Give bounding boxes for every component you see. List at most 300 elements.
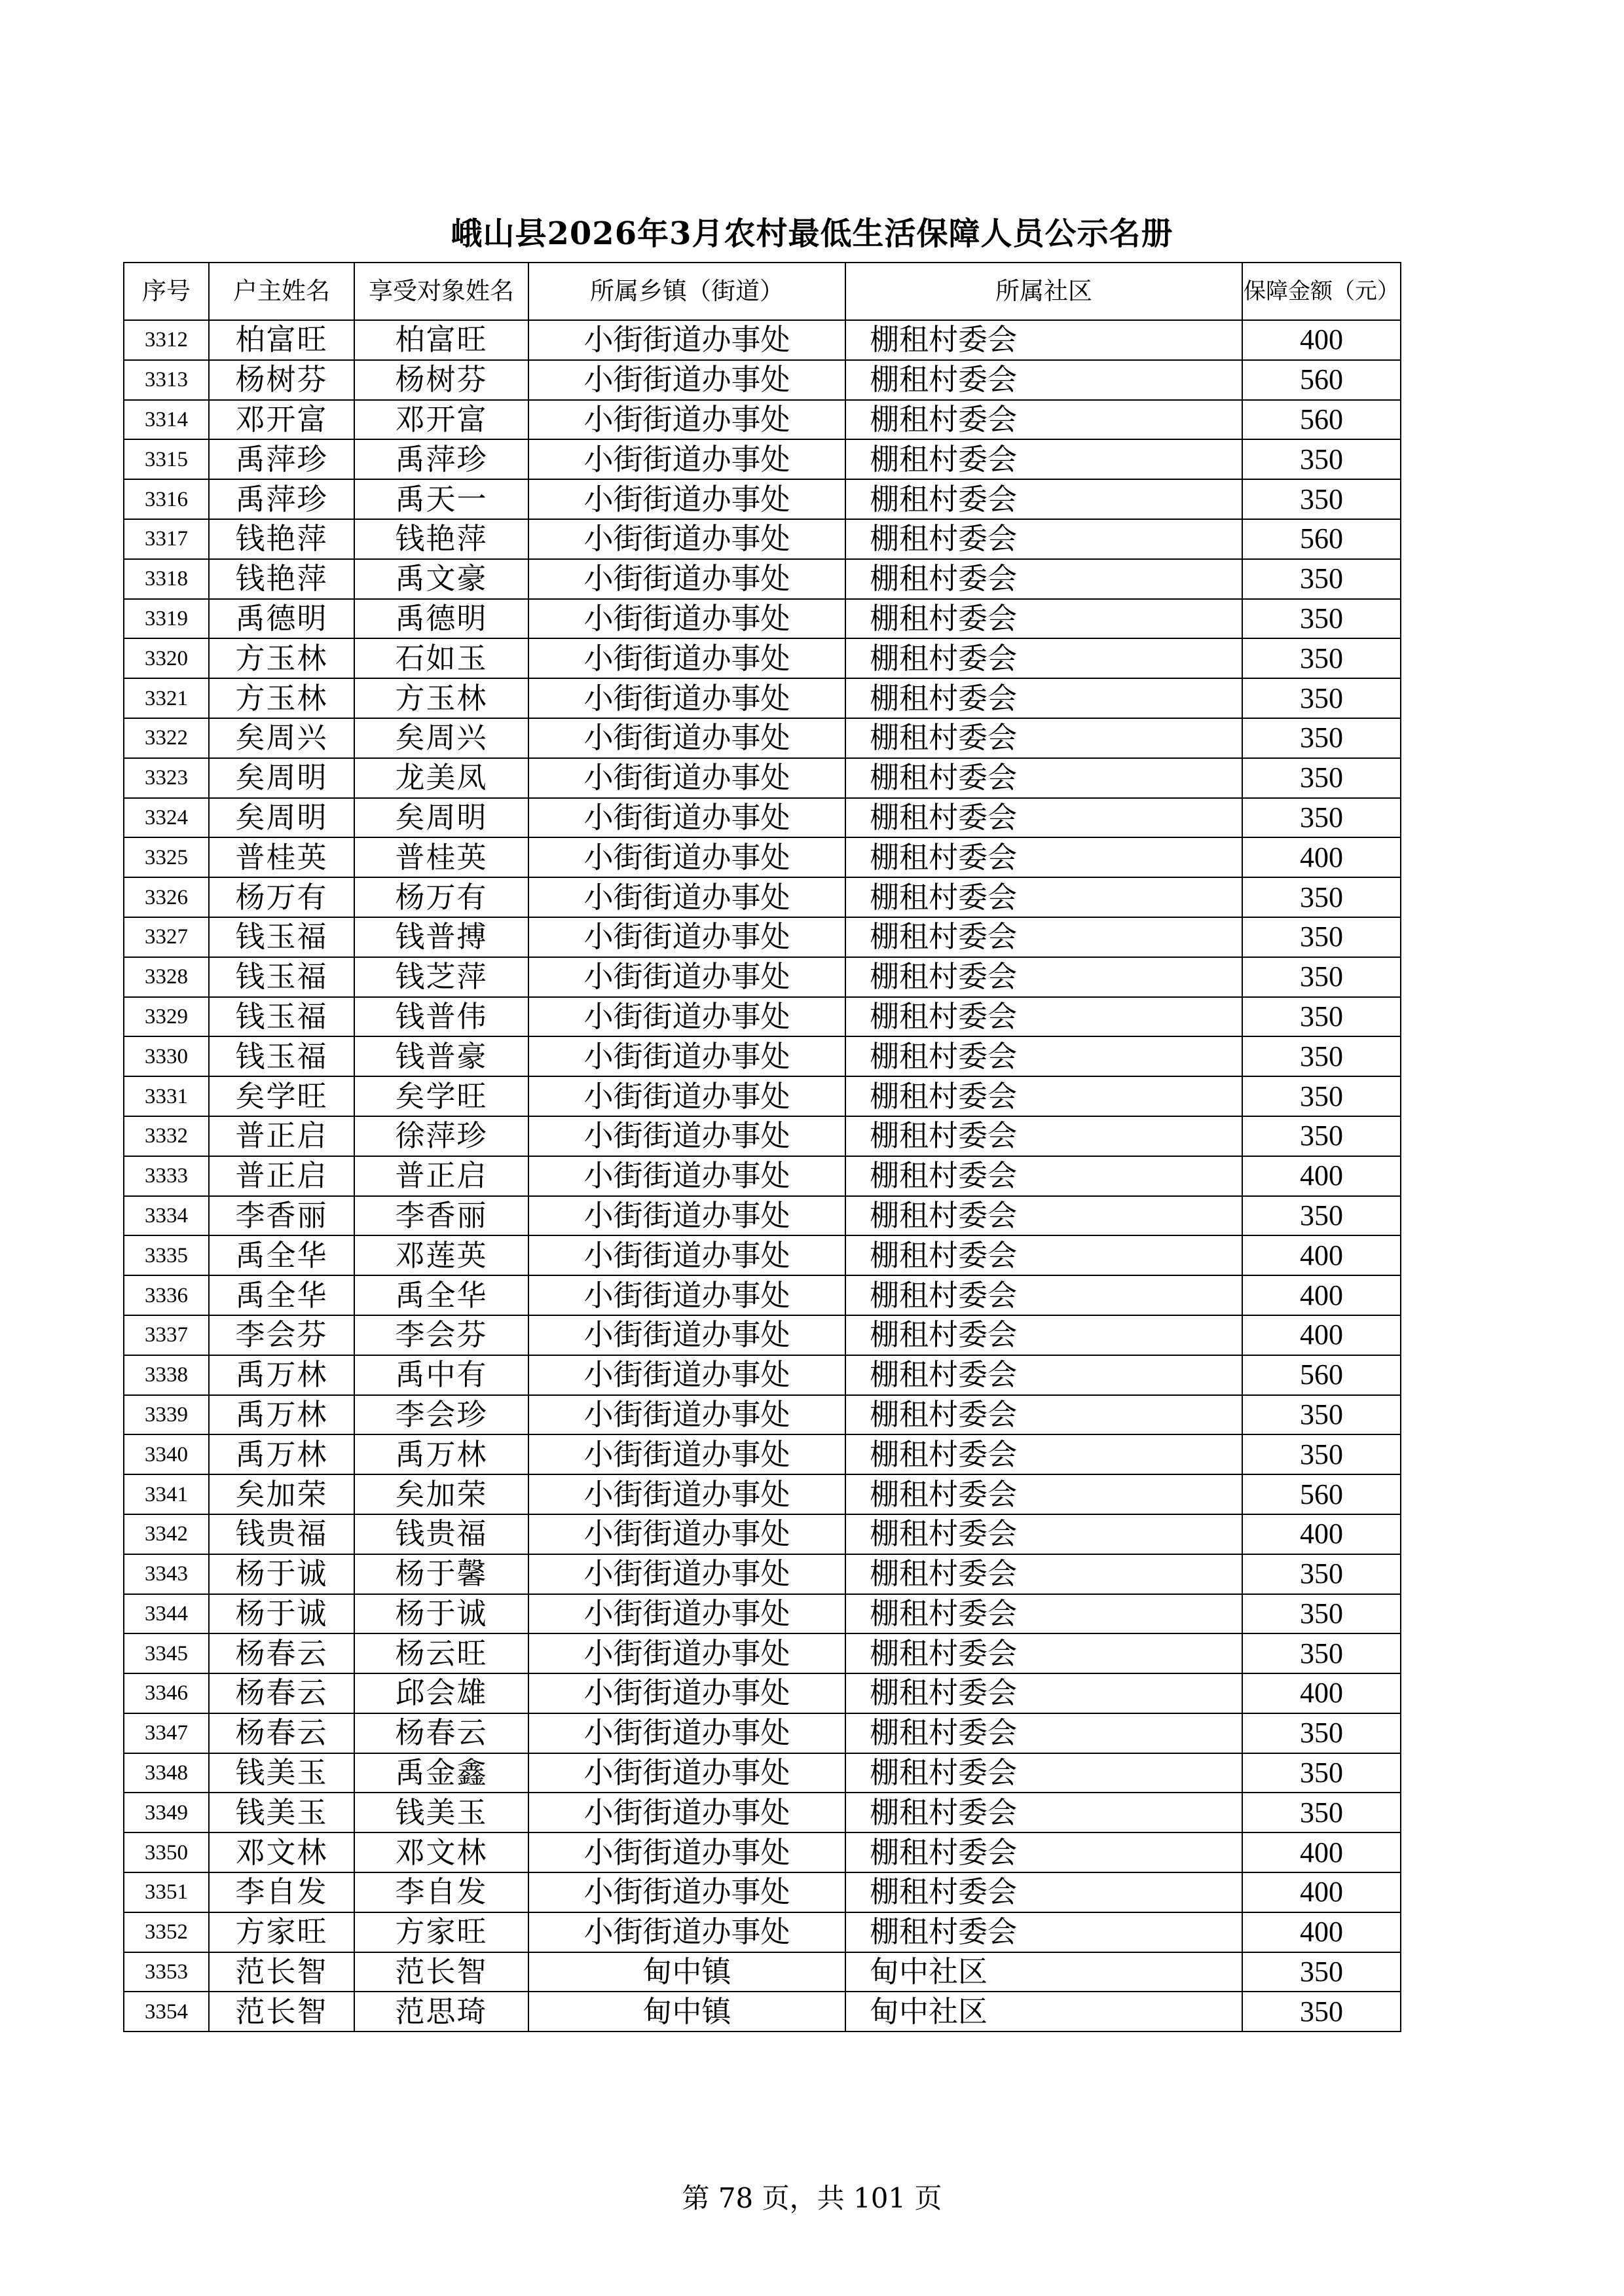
table-row [124, 1992, 1401, 2032]
cell-seq: 3327 [124, 917, 209, 957]
cell-town: 小街街道办事处 [528, 758, 845, 798]
table-row [124, 638, 1401, 678]
cell-amount: 400 [1242, 1156, 1401, 1196]
cell-amount: 350 [1242, 1434, 1401, 1474]
cell-town: 小街街道办事处 [528, 1235, 845, 1275]
cell-beneficiary: 方家旺 [354, 1912, 528, 1952]
cell-household-head: 禹萍珍 [209, 439, 354, 479]
cell-community: 棚租村委会 [845, 1156, 1242, 1196]
cell-amount: 400 [1242, 1235, 1401, 1275]
cell-amount: 350 [1242, 439, 1401, 479]
cell-community: 棚租村委会 [845, 1196, 1242, 1236]
cell-household-head: 钱贵福 [209, 1514, 354, 1554]
cell-town: 小街街道办事处 [528, 1713, 845, 1753]
cell-community: 棚租村委会 [845, 559, 1242, 599]
table-row [124, 1235, 1401, 1275]
cell-amount: 560 [1242, 400, 1401, 440]
cell-community: 棚租村委会 [845, 320, 1242, 360]
cell-amount: 350 [1242, 1196, 1401, 1236]
cell-beneficiary: 邓莲英 [354, 1235, 528, 1275]
cell-community: 棚租村委会 [845, 997, 1242, 1037]
cell-household-head: 钱玉福 [209, 1036, 354, 1076]
cell-beneficiary: 邱会雄 [354, 1673, 528, 1713]
cell-beneficiary: 杨树芬 [354, 360, 528, 400]
cell-community: 棚租村委会 [845, 718, 1242, 758]
cell-community: 棚租村委会 [845, 1793, 1242, 1832]
cell-community: 棚租村委会 [845, 1872, 1242, 1912]
table-row [124, 1713, 1401, 1753]
cell-seq: 3331 [124, 1076, 209, 1116]
cell-community: 棚租村委会 [845, 360, 1242, 400]
cell-beneficiary: 禹中有 [354, 1355, 528, 1395]
table-body [124, 320, 1401, 2032]
cell-amount: 400 [1242, 1912, 1401, 1952]
cell-household-head: 禹萍珍 [209, 479, 354, 519]
cell-seq: 3323 [124, 758, 209, 798]
cell-beneficiary: 钱普豪 [354, 1036, 528, 1076]
table-row [124, 559, 1401, 599]
cell-beneficiary: 方玉林 [354, 678, 528, 718]
table-row [124, 1355, 1401, 1395]
cell-household-head: 禹全华 [209, 1235, 354, 1275]
cell-beneficiary: 龙美凤 [354, 758, 528, 798]
cell-beneficiary: 矣加荣 [354, 1474, 528, 1514]
cell-seq: 3321 [124, 678, 209, 718]
cell-community: 棚租村委会 [845, 519, 1242, 559]
cell-beneficiary: 李自发 [354, 1872, 528, 1912]
cell-community: 棚租村委会 [845, 638, 1242, 678]
cell-household-head: 普正启 [209, 1156, 354, 1196]
cell-community: 棚租村委会 [845, 678, 1242, 718]
cell-seq: 3313 [124, 360, 209, 400]
page-title: 峨山县2026年3月农村最低生活保障人员公示名册 [451, 215, 1173, 252]
cell-community: 棚租村委会 [845, 439, 1242, 479]
cell-household-head: 杨万有 [209, 877, 354, 917]
cell-amount: 350 [1242, 479, 1401, 519]
cell-household-head: 杨树芬 [209, 360, 354, 400]
cell-community: 棚租村委会 [845, 1673, 1242, 1713]
table-row [124, 1872, 1401, 1912]
cell-town: 小街街道办事处 [528, 997, 845, 1037]
cell-seq: 3318 [124, 559, 209, 599]
table-row [124, 1474, 1401, 1514]
cell-seq: 3334 [124, 1196, 209, 1236]
cell-amount: 350 [1242, 1992, 1401, 2032]
cell-town: 小街街道办事处 [528, 1872, 845, 1912]
cell-community: 棚租村委会 [845, 400, 1242, 440]
table-header-row [124, 263, 1401, 320]
cell-community: 棚租村委会 [845, 798, 1242, 838]
cell-beneficiary: 禹萍珍 [354, 439, 528, 479]
cell-household-head: 禹万林 [209, 1355, 354, 1395]
cell-amount: 350 [1242, 1076, 1401, 1116]
cell-seq: 3354 [124, 1992, 209, 2032]
cell-beneficiary: 邓文林 [354, 1832, 528, 1872]
cell-household-head: 矣学旺 [209, 1076, 354, 1116]
cell-seq: 3335 [124, 1235, 209, 1275]
cell-amount: 350 [1242, 638, 1401, 678]
cell-seq: 3337 [124, 1315, 209, 1355]
cell-seq: 3351 [124, 1872, 209, 1912]
cell-community: 棚租村委会 [845, 1315, 1242, 1355]
cell-seq: 3342 [124, 1514, 209, 1554]
cell-town: 小街街道办事处 [528, 1594, 845, 1634]
cell-beneficiary: 邓开富 [354, 400, 528, 440]
table-row [124, 837, 1401, 877]
table-row [124, 1076, 1401, 1116]
cell-seq: 3349 [124, 1793, 209, 1832]
table-row [124, 718, 1401, 758]
cell-town: 小街街道办事处 [528, 1116, 845, 1156]
cell-town: 小街街道办事处 [528, 1474, 845, 1514]
cell-community: 棚租村委会 [845, 1076, 1242, 1116]
cell-household-head: 邓文林 [209, 1832, 354, 1872]
header-amount: 保障金额（元） [1242, 263, 1401, 320]
cell-community: 棚租村委会 [845, 1633, 1242, 1673]
cell-seq: 3324 [124, 798, 209, 838]
table-row [124, 519, 1401, 559]
table-row [124, 1912, 1401, 1952]
table-row [124, 1793, 1401, 1832]
cell-beneficiary: 钱美玉 [354, 1793, 528, 1832]
cell-town: 小街街道办事处 [528, 1196, 845, 1236]
table-row [124, 400, 1401, 440]
cell-beneficiary: 禹全华 [354, 1275, 528, 1315]
cell-beneficiary: 李香丽 [354, 1196, 528, 1236]
cell-town: 小街街道办事处 [528, 519, 845, 559]
cell-beneficiary: 石如玉 [354, 638, 528, 678]
cell-community: 棚租村委会 [845, 917, 1242, 957]
header-seq: 序号 [124, 263, 209, 320]
cell-household-head: 矣周明 [209, 758, 354, 798]
table-row [124, 1832, 1401, 1872]
cell-amount: 350 [1242, 877, 1401, 917]
table-row [124, 320, 1401, 360]
cell-beneficiary: 范长智 [354, 1952, 528, 1992]
cell-community: 棚租村委会 [845, 1832, 1242, 1872]
cell-town: 小街街道办事处 [528, 1355, 845, 1395]
cell-household-head: 李自发 [209, 1872, 354, 1912]
cell-beneficiary: 钱艳萍 [354, 519, 528, 559]
table-row [124, 1116, 1401, 1156]
cell-household-head: 杨春云 [209, 1713, 354, 1753]
cell-seq: 3336 [124, 1275, 209, 1315]
cell-seq: 3326 [124, 877, 209, 917]
cell-town: 小街街道办事处 [528, 479, 845, 519]
cell-community: 甸中社区 [845, 1992, 1242, 2032]
cell-beneficiary: 钱芝萍 [354, 957, 528, 997]
cell-town: 小街街道办事处 [528, 1514, 845, 1554]
cell-household-head: 普正启 [209, 1116, 354, 1156]
table-row [124, 1753, 1401, 1793]
table-row [124, 678, 1401, 718]
cell-town: 小街街道办事处 [528, 360, 845, 400]
cell-community: 棚租村委会 [845, 1434, 1242, 1474]
roster-table [123, 262, 1401, 2032]
table-row [124, 957, 1401, 997]
table-row [124, 997, 1401, 1037]
cell-community: 棚租村委会 [845, 1355, 1242, 1395]
cell-seq: 3344 [124, 1594, 209, 1634]
cell-seq: 3330 [124, 1036, 209, 1076]
cell-beneficiary: 杨于诚 [354, 1594, 528, 1634]
cell-seq: 3346 [124, 1673, 209, 1713]
table-row [124, 1594, 1401, 1634]
cell-amount: 350 [1242, 1793, 1401, 1832]
cell-amount: 350 [1242, 798, 1401, 838]
header-community: 所属社区 [845, 263, 1242, 320]
header-beneficiary: 享受对象姓名 [354, 263, 528, 320]
cell-town: 甸中镇 [528, 1992, 845, 2032]
cell-household-head: 范长智 [209, 1992, 354, 2032]
cell-town: 小街街道办事处 [528, 1395, 845, 1435]
cell-community: 棚租村委会 [845, 758, 1242, 798]
cell-household-head: 方玉林 [209, 678, 354, 718]
cell-household-head: 钱艳萍 [209, 559, 354, 599]
cell-town: 小街街道办事处 [528, 559, 845, 599]
cell-household-head: 禹德明 [209, 599, 354, 639]
cell-town: 小街街道办事处 [528, 798, 845, 838]
header-household-head: 户主姓名 [209, 263, 354, 320]
cell-beneficiary: 禹天一 [354, 479, 528, 519]
cell-household-head: 杨于诚 [209, 1554, 354, 1594]
cell-amount: 560 [1242, 519, 1401, 559]
cell-amount: 350 [1242, 1713, 1401, 1753]
cell-town: 小街街道办事处 [528, 1156, 845, 1196]
cell-seq: 3325 [124, 837, 209, 877]
cell-amount: 400 [1242, 1673, 1401, 1713]
cell-community: 棚租村委会 [845, 1395, 1242, 1435]
table-row [124, 1036, 1401, 1076]
cell-seq: 3319 [124, 599, 209, 639]
cell-town: 小街街道办事处 [528, 1036, 845, 1076]
cell-community: 棚租村委会 [845, 599, 1242, 639]
cell-town: 小街街道办事处 [528, 1832, 845, 1872]
cell-seq: 3329 [124, 997, 209, 1037]
table-row [124, 758, 1401, 798]
cell-town: 小街街道办事处 [528, 1673, 845, 1713]
cell-amount: 350 [1242, 1036, 1401, 1076]
table-row [124, 599, 1401, 639]
cell-town: 小街街道办事处 [528, 1753, 845, 1793]
cell-amount: 350 [1242, 957, 1401, 997]
cell-amount: 350 [1242, 1116, 1401, 1156]
cell-household-head: 矣周明 [209, 798, 354, 838]
table-row [124, 360, 1401, 400]
table-row [124, 1514, 1401, 1554]
cell-town: 小街街道办事处 [528, 1633, 845, 1673]
cell-household-head: 邓开富 [209, 400, 354, 440]
cell-seq: 3315 [124, 439, 209, 479]
cell-amount: 350 [1242, 1395, 1401, 1435]
cell-seq: 3341 [124, 1474, 209, 1514]
cell-beneficiary: 矣周明 [354, 798, 528, 838]
table-row [124, 1673, 1401, 1713]
cell-seq: 3353 [124, 1952, 209, 1992]
table-row [124, 1196, 1401, 1236]
cell-household-head: 杨于诚 [209, 1594, 354, 1634]
cell-town: 小街街道办事处 [528, 638, 845, 678]
cell-seq: 3347 [124, 1713, 209, 1753]
cell-household-head: 范长智 [209, 1952, 354, 1992]
cell-amount: 350 [1242, 1554, 1401, 1594]
cell-community: 棚租村委会 [845, 1235, 1242, 1275]
cell-household-head: 李会芬 [209, 1315, 354, 1355]
cell-household-head: 李香丽 [209, 1196, 354, 1236]
cell-seq: 3316 [124, 479, 209, 519]
cell-beneficiary: 钱普伟 [354, 997, 528, 1037]
cell-community: 棚租村委会 [845, 837, 1242, 877]
cell-beneficiary: 普桂英 [354, 837, 528, 877]
cell-town: 小街街道办事处 [528, 1554, 845, 1594]
table-row [124, 877, 1401, 917]
cell-seq: 3348 [124, 1753, 209, 1793]
cell-amount: 350 [1242, 1633, 1401, 1673]
cell-seq: 3343 [124, 1554, 209, 1594]
cell-town: 小街街道办事处 [528, 957, 845, 997]
cell-seq: 3350 [124, 1832, 209, 1872]
cell-beneficiary: 李会芬 [354, 1315, 528, 1355]
cell-town: 小街街道办事处 [528, 400, 845, 440]
cell-community: 棚租村委会 [845, 1116, 1242, 1156]
cell-beneficiary: 禹万林 [354, 1434, 528, 1474]
table-row [124, 1395, 1401, 1435]
cell-town: 小街街道办事处 [528, 917, 845, 957]
cell-household-head: 杨春云 [209, 1633, 354, 1673]
cell-community: 棚租村委会 [845, 1753, 1242, 1793]
cell-amount: 560 [1242, 1474, 1401, 1514]
cell-seq: 3339 [124, 1395, 209, 1435]
cell-beneficiary: 矣学旺 [354, 1076, 528, 1116]
cell-seq: 3320 [124, 638, 209, 678]
cell-beneficiary: 钱贵福 [354, 1514, 528, 1554]
cell-amount: 350 [1242, 599, 1401, 639]
table-row [124, 1434, 1401, 1474]
cell-seq: 3312 [124, 320, 209, 360]
cell-community: 棚租村委会 [845, 957, 1242, 997]
cell-household-head: 普桂英 [209, 837, 354, 877]
cell-amount: 350 [1242, 758, 1401, 798]
cell-household-head: 禹万林 [209, 1395, 354, 1435]
cell-amount: 350 [1242, 718, 1401, 758]
cell-beneficiary: 禹文豪 [354, 559, 528, 599]
table-row [124, 479, 1401, 519]
cell-amount: 400 [1242, 1315, 1401, 1355]
cell-town: 小街街道办事处 [528, 1912, 845, 1952]
cell-amount: 350 [1242, 678, 1401, 718]
table-row [124, 1633, 1401, 1673]
cell-seq: 3328 [124, 957, 209, 997]
cell-beneficiary: 杨春云 [354, 1713, 528, 1753]
cell-amount: 560 [1242, 360, 1401, 400]
cell-seq: 3322 [124, 718, 209, 758]
cell-community: 棚租村委会 [845, 1275, 1242, 1315]
cell-amount: 350 [1242, 1594, 1401, 1634]
table-row [124, 1554, 1401, 1594]
header-town: 所属乡镇（街道） [528, 263, 845, 320]
cell-amount: 400 [1242, 320, 1401, 360]
cell-community: 棚租村委会 [845, 1594, 1242, 1634]
cell-beneficiary: 钱普搏 [354, 917, 528, 957]
cell-household-head: 柏富旺 [209, 320, 354, 360]
cell-household-head: 矣周兴 [209, 718, 354, 758]
cell-community: 棚租村委会 [845, 479, 1242, 519]
cell-community: 棚租村委会 [845, 1713, 1242, 1753]
cell-amount: 350 [1242, 559, 1401, 599]
cell-beneficiary: 禹金鑫 [354, 1753, 528, 1793]
cell-town: 小街街道办事处 [528, 320, 845, 360]
cell-household-head: 禹万林 [209, 1434, 354, 1474]
cell-community: 甸中社区 [845, 1952, 1242, 1992]
cell-town: 小街街道办事处 [528, 439, 845, 479]
cell-household-head: 方家旺 [209, 1912, 354, 1952]
cell-amount: 400 [1242, 1514, 1401, 1554]
cell-seq: 3340 [124, 1434, 209, 1474]
cell-town: 小街街道办事处 [528, 1315, 845, 1355]
table-row [124, 917, 1401, 957]
cell-seq: 3317 [124, 519, 209, 559]
cell-amount: 400 [1242, 1275, 1401, 1315]
cell-household-head: 杨春云 [209, 1673, 354, 1713]
cell-amount: 350 [1242, 997, 1401, 1037]
table-row [124, 439, 1401, 479]
table-row [124, 1952, 1401, 1992]
table-row [124, 1156, 1401, 1196]
cell-beneficiary: 李会珍 [354, 1395, 528, 1435]
cell-town: 小街街道办事处 [528, 718, 845, 758]
cell-town: 小街街道办事处 [528, 877, 845, 917]
cell-seq: 3332 [124, 1116, 209, 1156]
cell-amount: 400 [1242, 1832, 1401, 1872]
cell-amount: 400 [1242, 1872, 1401, 1912]
cell-beneficiary: 杨万有 [354, 877, 528, 917]
table-row [124, 798, 1401, 838]
cell-household-head: 钱美玉 [209, 1793, 354, 1832]
cell-community: 棚租村委会 [845, 1554, 1242, 1594]
cell-household-head: 钱玉福 [209, 917, 354, 957]
cell-beneficiary: 普正启 [354, 1156, 528, 1196]
cell-amount: 350 [1242, 917, 1401, 957]
cell-beneficiary: 矣周兴 [354, 718, 528, 758]
cell-town: 甸中镇 [528, 1952, 845, 1992]
cell-amount: 350 [1242, 1952, 1401, 1992]
cell-household-head: 钱玉福 [209, 997, 354, 1037]
cell-town: 小街街道办事处 [528, 1434, 845, 1474]
cell-seq: 3333 [124, 1156, 209, 1196]
cell-household-head: 钱美玉 [209, 1753, 354, 1793]
cell-amount: 400 [1242, 837, 1401, 877]
cell-household-head: 禹全华 [209, 1275, 354, 1315]
cell-community: 棚租村委会 [845, 1474, 1242, 1514]
cell-community: 棚租村委会 [845, 877, 1242, 917]
cell-seq: 3314 [124, 400, 209, 440]
cell-beneficiary: 范思琦 [354, 1992, 528, 2032]
cell-household-head: 钱艳萍 [209, 519, 354, 559]
cell-beneficiary: 柏富旺 [354, 320, 528, 360]
cell-household-head: 矣加荣 [209, 1474, 354, 1514]
cell-seq: 3338 [124, 1355, 209, 1395]
cell-beneficiary: 禹德明 [354, 599, 528, 639]
cell-town: 小街街道办事处 [528, 599, 845, 639]
cell-community: 棚租村委会 [845, 1514, 1242, 1554]
cell-town: 小街街道办事处 [528, 1275, 845, 1315]
cell-community: 棚租村委会 [845, 1912, 1242, 1952]
cell-seq: 3352 [124, 1912, 209, 1952]
table-row [124, 1315, 1401, 1355]
cell-community: 棚租村委会 [845, 1036, 1242, 1076]
page-footer: 第 78 页，共 101 页 [682, 2182, 942, 2214]
table-row [124, 1275, 1401, 1315]
